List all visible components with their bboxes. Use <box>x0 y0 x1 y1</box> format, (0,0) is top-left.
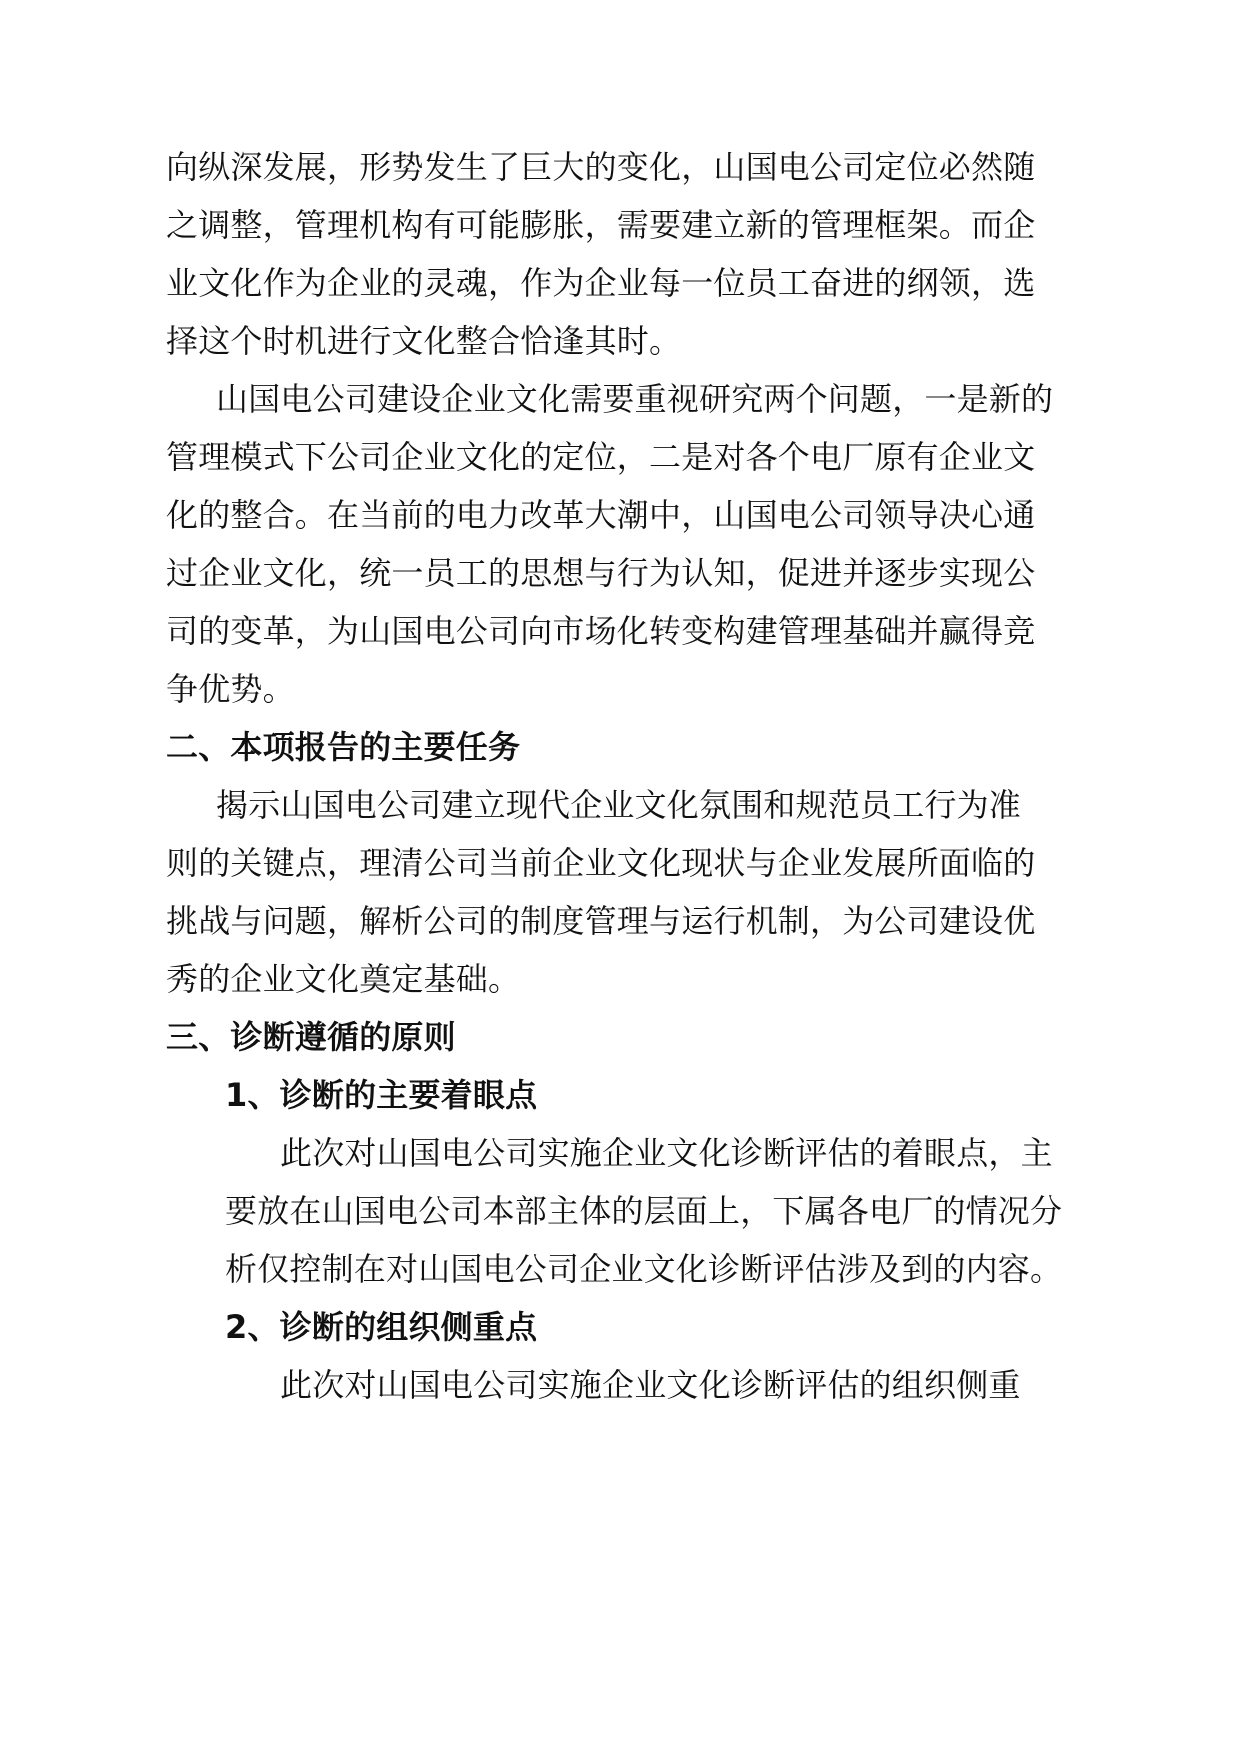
section3-sub2-line-1: 此次对山国电公司实施企业文化诊断评估的组织侧重 <box>280 1366 1021 1404</box>
para2-line-6: 争优势。 <box>166 670 295 708</box>
para2-line-5: 司的变革，为山国电公司向市场化转变构建管理基础并赢得竞 <box>166 612 1036 650</box>
section2-line-4: 秀的企业文化奠定基础。 <box>166 960 521 998</box>
section2-heading: 二、本项报告的主要任务 <box>166 728 521 766</box>
para1-line-3: 业文化作为企业的灵魂，作为企业每一位员工奋进的纲领，选 <box>166 264 1036 302</box>
section2-line-1: 揭示山国电公司建立现代企业文化氛围和规范员工行为准 <box>216 786 1022 824</box>
section3-heading: 三、诊断遵循的原则 <box>166 1018 456 1056</box>
section3-sub2-heading: 2、诊断的组织侧重点 <box>225 1308 538 1346</box>
section3-sub1-heading: 1、诊断的主要着眼点 <box>225 1076 538 1114</box>
section3-sub1-line-2: 要放在山国电公司本部主体的层面上，下属各电厂的情况分 <box>225 1192 1063 1230</box>
para1-line-4: 择这个时机进行文化整合恰逢其时。 <box>166 322 682 360</box>
section3-sub1-line-3: 析仅控制在对山国电公司企业文化诊断评估涉及到的内容。 <box>225 1250 1063 1288</box>
section2-line-3: 挑战与问题，解析公司的制度管理与运行机制，为公司建设优 <box>166 902 1036 940</box>
section2-line-2: 则的关键点，理清公司当前企业文化现状与企业发展所面临的 <box>166 844 1036 882</box>
para2-line-2: 管理模式下公司企业文化的定位，二是对各个电厂原有企业文 <box>166 438 1036 476</box>
para2-line-4: 过企业文化，统一员工的思想与行为认知，促进并逐步实现公 <box>166 554 1036 592</box>
para2-line-3: 化的整合。在当前的电力改革大潮中，山国电公司领导决心通 <box>166 496 1036 534</box>
section3-sub1-line-1: 此次对山国电公司实施企业文化诊断评估的着眼点，主 <box>280 1134 1053 1172</box>
para2-line-1: 山国电公司建设企业文化需要重视研究两个问题，一是新的 <box>216 380 1054 418</box>
para1-line-2: 之调整，管理机构有可能膨胀，需要建立新的管理框架。而企 <box>166 206 1036 244</box>
para1-line-1: 向纵深发展，形势发生了巨大的变化，山国电公司定位必然随 <box>166 148 1036 186</box>
